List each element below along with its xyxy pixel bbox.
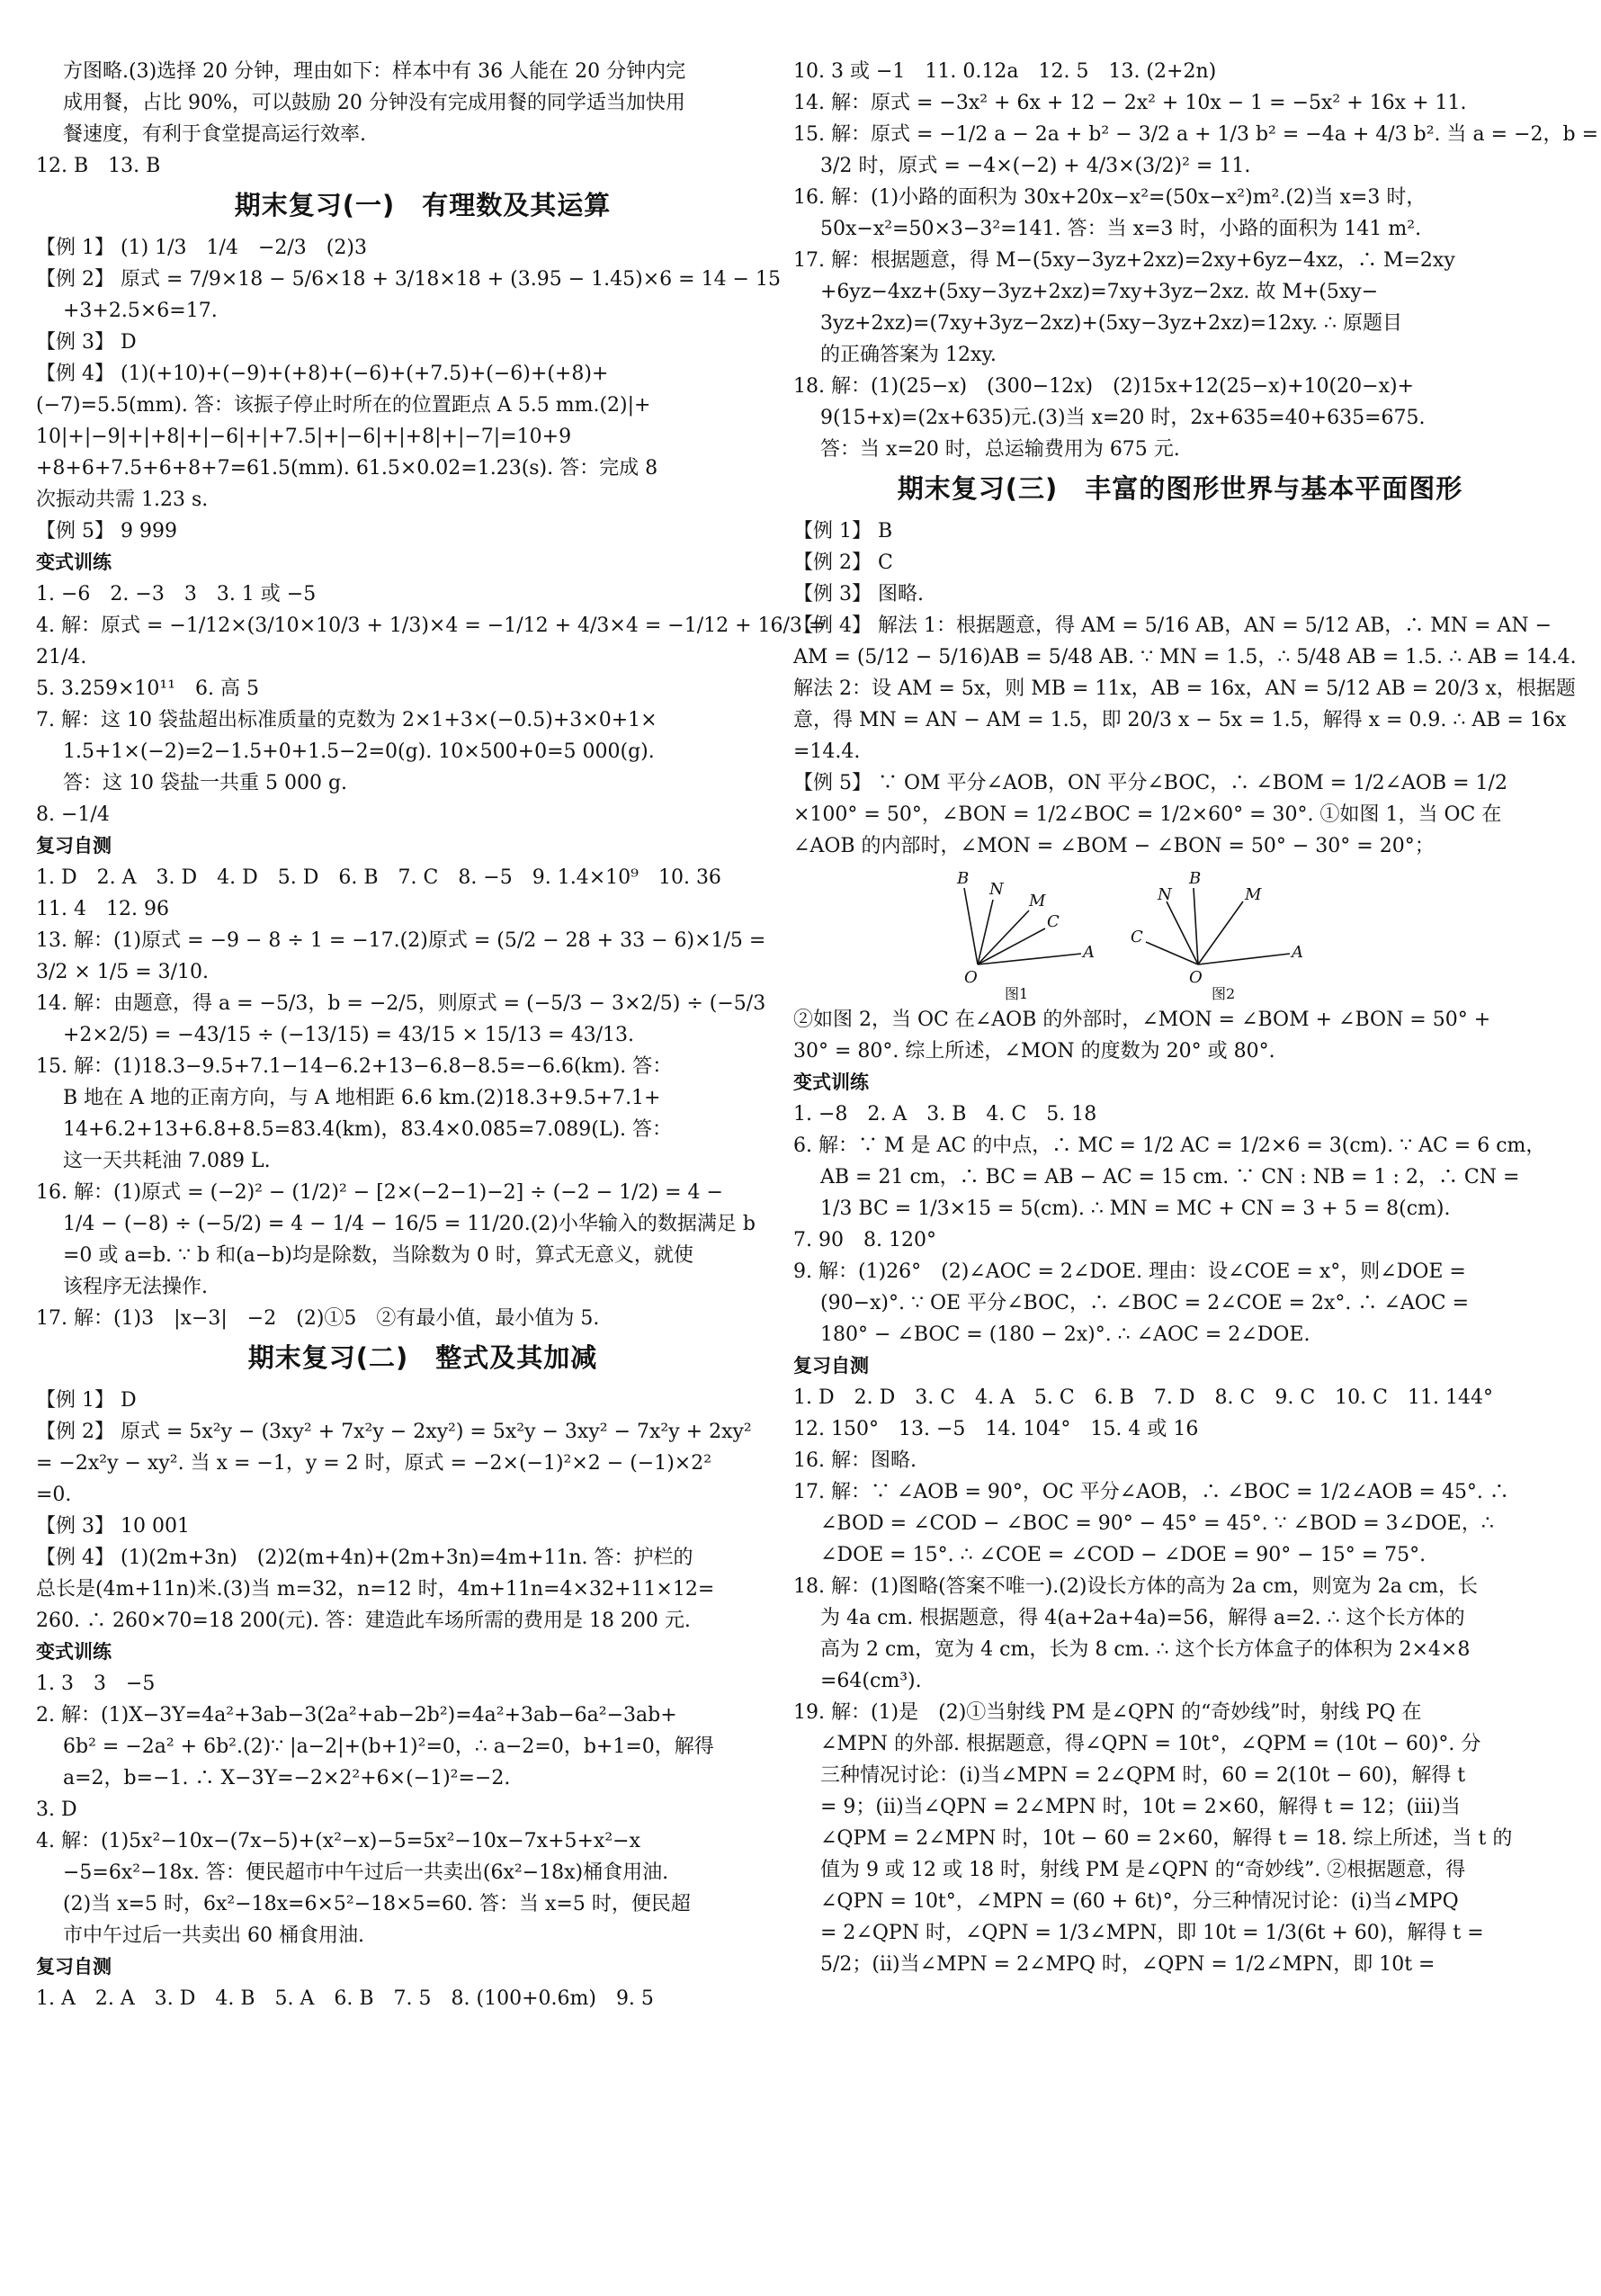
answer-line: +6yz−4xz+(5xy−3yz+2xz)=7xy+3yz−2xz. 故 M+(5xy−: [820, 281, 1379, 303]
subsection-heading: 复习自测: [36, 835, 112, 857]
right-column: [793, 56, 1599, 1980]
answer-line: 【例 1】 B: [793, 520, 893, 543]
figure-1: [956, 869, 1095, 1000]
answer-line: 餐速度，有利于食堂提高运行效率.: [63, 123, 366, 146]
answer-line: 【例 3】 图略.: [793, 583, 924, 605]
fig1-label-O: O: [964, 968, 978, 987]
answer-line: 2. 解：(1)X−3Y=4a²+3ab−3(2a²+ab−2b²)=4a²+3ab−6a²−3ab+: [36, 1704, 677, 1726]
answer-line: 16. 解：(1)原式 = (−2)² − (1/2)² − [2×(−2−1)−2] ÷ (−2 − 1/2) = 4 −: [36, 1181, 723, 1204]
answer-line: 4. 解：原式 = −1/12×(3/10×10/3 + 1/3)×4 = −1/12 + 4/3×4 = −1/12 + 16/3 =: [36, 614, 826, 637]
figure-2: [1131, 869, 1303, 1000]
subsection-heading: 变式训练: [36, 552, 112, 573]
answer-line: = 9；(ⅱ)当∠QPN = 2∠MPN 时，10t = 2×60，解得 t = 12；(ⅲ)当: [820, 1796, 1461, 1818]
angle-figures: [937, 865, 1324, 1000]
answer-line: 解法 2：设 AM = 5x，则 MB = 11x，AB = 16x，AN = 5/12 AB = 20/3 x，根据题: [793, 677, 1576, 700]
answer-line: =64(cm³).: [820, 1670, 922, 1692]
answer-line: ∠AOB 的内部时，∠MON = ∠BOM − ∠BON = 50° − 30° = 20°；: [793, 835, 1435, 857]
answer-line: ∠QPN = 10t°，∠MPN = (60 + 6t)°，分三种情况讨论：(ⅰ)当∠MPQ: [820, 1890, 1459, 1913]
answer-line: 【例 1】 D: [36, 1389, 137, 1412]
answer-line: AB = 21 cm，∴ BC = AB − AC = 15 cm. ∵ CN : NB = 1 : 2，∴ CN =: [820, 1166, 1520, 1188]
answer-line: (−7)=5.5(mm). 答：该振子停止时所在的位置距点 A 5.5 mm.(2)|+: [36, 394, 651, 417]
answer-line: B 地在 A 地的正南方向，与 A 地相距 6.6 km.(2)18.3+9.5+7.1+: [63, 1087, 661, 1109]
answer-line: ∠QPM = 2∠MPN 时，10t − 60 = 2×60，解得 t = 18. 综上所述，当 t 的: [820, 1827, 1513, 1850]
answer-line: 1. D 2. A 3. D 4. D 5. D 6. B 7. C 8. −5 9. 1.4×10⁹ 10. 36: [36, 866, 721, 889]
answer-line: 7. 解：这 10 袋盐超出标准质量的克数为 2×1+3×(−0.5)+3×0+1×: [36, 709, 657, 731]
answer-line: =14.4.: [793, 740, 861, 763]
answer-line: ∠DOE = 15°. ∴ ∠COE = ∠COD − ∠DOE = 90° − 15° = 75°.: [820, 1544, 1427, 1566]
left-column: [36, 56, 826, 2014]
answer-line: 1/4 − (−8) ÷ (−5/2) = 4 − 1/4 − 16/5 = 11/20.(2)小华输入的数据满足 b: [63, 1213, 756, 1235]
answer-line: 260. ∴ 260×70=18 200(元). 答：建造此车场所需的费用是 18 200 元.: [36, 1610, 691, 1632]
answer-line: 16. 解：图略.: [793, 1449, 917, 1472]
answer-line: 18. 解：(1)图略(答案不唯一).(2)设长方体的高为 2a cm，则宽为 2a cm，长: [793, 1575, 1479, 1598]
answer-line: 1. −8 2. A 3. B 4. C 5. 18: [793, 1103, 1097, 1126]
answer-line: +8+6+7.5+6+8+7=61.5(mm). 61.5×0.02=1.23(s). 答：完成 8: [36, 457, 658, 480]
answer-line: 13. 解：(1)原式 = −9 − 8 ÷ 1 = −17.(2)原式 = (5/2 − 28 + 33 − 6)×1/5 =: [36, 929, 766, 952]
answer-line: 次振动共需 1.23 s.: [36, 489, 209, 511]
answer-line: 17. 解：根据题意，得 M−(5xy−3yz+2xz)=2xy+6yz−4xz，∴ M=2xy: [793, 249, 1455, 272]
answer-line: 10. 3 或 −1 11. 0.12a 12. 5 13. (2+2n): [793, 60, 1217, 83]
answer-line: 11. 4 12. 96: [36, 898, 169, 920]
fig1-label-N: N: [989, 880, 1004, 899]
answer-line: 8. −1/4: [36, 803, 110, 826]
answer-line: 【例 2】 原式 = 7/9×18 − 5/6×18 + 3/18×18 + (3.95 − 1.45)×6 = 14 − 15: [36, 268, 781, 291]
answer-line: 成用餐，占比 90%，可以鼓励 20 分钟没有完成用餐的同学适当加快用: [63, 92, 685, 114]
fig1-label-A: A: [1083, 943, 1095, 962]
answer-line: 值为 9 或 12 或 18 时，射线 PM 是∠QPN 的“奇妙线”. ②根据题意，得: [820, 1859, 1466, 1881]
subsection-heading: 复习自测: [36, 1956, 112, 1978]
answer-line: 【例 5】 9 999: [36, 520, 177, 543]
answer-line: 1. −6 2. −3 3 3. 1 或 −5: [36, 583, 317, 605]
answer-line: 180° − ∠BOC = (180 − 2x)°. ∴ ∠AOC = 2∠DOE.: [820, 1323, 1310, 1346]
answer-line: 19. 解：(1)是 (2)①当射线 PM 是∠QPN 的“奇妙线”时，射线 PQ 在: [793, 1701, 1422, 1724]
section-heading: 期末复习(二) 整式及其加减: [247, 1342, 598, 1373]
answer-line: 14. 解：由题意，得 a = −5/3，b = −2/5，则原式 = (−5/3 − 3×2/5) ÷ (−5/3: [36, 992, 766, 1015]
answer-line: 1.5+1×(−2)=2−1.5+0+1.5−2=0(g). 10×500+0=5 000(g).: [63, 740, 655, 763]
subsection-heading: 变式训练: [793, 1072, 869, 1093]
fig2-label-O: O: [1189, 968, 1203, 987]
answer-line: 14. 解：原式 = −3x² + 6x + 12 − 2x² + 10x − 1 = −5x² + 16x + 11.: [793, 92, 1467, 114]
section-heading: 期末复习(一) 有理数及其运算: [234, 190, 612, 220]
answer-line: 1. A 2. A 3. D 4. B 5. A 6. B 7. 5 8. (100+0.6m) 9. 5: [36, 1987, 654, 2010]
answer-line: 9(15+x)=(2x+635)元.(3)当 x=20 时，2x+635=40+635=675.: [820, 407, 1426, 429]
answer-line: 市中午过后一共卖出 60 桶食用油.: [63, 1924, 364, 1947]
answer-line: 17. 解：(1)3 |x−3| −2 (2)①5 ②有最小值，最小值为 5.: [36, 1307, 600, 1330]
answer-line: 30° = 80°. 综上所述，∠MON 的度数为 20° 或 80°.: [793, 1040, 1275, 1063]
answer-line: 6b² = −2a² + 6b².(2)∵ |a−2|+(b+1)²=0，∴ a−2=0，b+1=0，解得: [63, 1735, 714, 1758]
answer-line: 总长是(4m+11n)米.(3)当 m=32，n=12 时，4m+11n=4×32+11×12=: [36, 1578, 715, 1601]
answer-line: ∠BOD = ∠COD − ∠BOC = 90° − 45° = 45°. ∵ ∠BOD = 3∠DOE，∴: [820, 1512, 1494, 1535]
answer-line: 15. 解：(1)18.3−9.5+7.1−14−6.2+13−6.8−8.5=−6.6(km). 答：: [36, 1055, 673, 1078]
answer-line: −5=6x²−18x. 答：便民超市中午过后一共卖出(6x²−18x)桶食用油.: [63, 1861, 669, 1884]
fig1-label-B: B: [957, 869, 970, 888]
answer-line: (2)当 x=5 时，6x²−18x=6×5²−18×5=60. 答：当 x=5 时，便民超: [63, 1893, 691, 1915]
answer-line: 10|+|−9|+|+8|+|−6|+|+7.5|+|−6|+|+8|+|−7|=10+9: [36, 426, 572, 448]
answer-line: 1. 3 3 −5: [36, 1673, 156, 1695]
answer-line: 1/3 BC = 1/3×15 = 5(cm). ∴ MN = MC + CN = 3 + 5 = 8(cm).: [820, 1197, 1451, 1220]
answer-line: 6. 解：∵ M 是 AC 的中点，∴ MC = 1/2 AC = 1/2×6 = 3(cm). ∵ AC = 6 cm，: [793, 1135, 1546, 1157]
fig2-label-N: N: [1158, 885, 1172, 904]
answer-line: 5/2；(ⅱ)当∠MPN = 2∠MPQ 时，∠QPN = 1/2∠MPN，即 10t =: [820, 1953, 1436, 1976]
answer-line: 【例 1】 (1) 1/3 1/4 −2/3 (2)3: [36, 237, 367, 259]
answer-line: +3+2.5×6=17.: [63, 300, 218, 322]
answer-line: 3yz+2xz)=(7xy+3yz−2xz)+(5xy−3yz+2xz)=12xy. ∴ 原题目: [820, 312, 1402, 335]
answer-line: ×100° = 50°，∠BON = 1/2∠BOC = 1/2×60° = 30°. ①如图 1，当 OC 在: [793, 803, 1502, 826]
answer-line: 答：这 10 袋盐一共重 5 000 g.: [63, 772, 348, 794]
answer-line: 5. 3.259×10¹¹ 6. 高 5: [36, 677, 260, 700]
answer-line: 50x−x²=50×3−3²=141. 答：当 x=3 时，小路的面积为 141 m².: [820, 218, 1422, 240]
answer-line: 1. D 2. D 3. C 4. A 5. C 6. B 7. D 8. C 9. C 10. C 11. 144°: [793, 1386, 1493, 1409]
answer-line: 15. 解：原式 = −1/2 a − 2a + b² − 3/2 a + 1/3 b² = −4a + 4/3 b². 当 a = −2，b =: [793, 123, 1599, 146]
answer-line: 【例 5】 ∵ OM 平分∠AOB，ON 平分∠BOC，∴ ∠BOM = 1/2∠AOB = 1/2: [793, 772, 1507, 794]
fig2-caption: 图2: [1212, 985, 1236, 1000]
answer-line: 三种情况讨论：(ⅰ)当∠MPN = 2∠QPM 时，60 = 2(10t − 60)，解得 t: [820, 1764, 1466, 1787]
answer-line: (90−x)°. ∵ OE 平分∠BOC，∴ ∠BOC = 2∠COE = 2x°. ∴ ∠AOC =: [820, 1292, 1470, 1314]
answer-line: 该程序无法操作.: [63, 1276, 208, 1298]
answer-line: 答：当 x=20 时，总运输费用为 675 元.: [820, 438, 1180, 461]
answer-line: = −2x²y − xy². 当 x = −1，y = 2 时，原式 = −2×(−1)²×2 − (−1)×2²: [36, 1452, 712, 1475]
answer-line: 9. 解：(1)26° (2)∠AOC = 2∠DOE. 理由：设∠COE = x°，则∠DOE =: [793, 1260, 1466, 1283]
answer-line: 7. 90 8. 120°: [793, 1229, 936, 1251]
answer-line: AM = (5/12 − 5/16)AB = 5/48 AB. ∵ MN = 1.5，∴ 5/48 AB = 1.5. ∴ AB = 14.4.: [793, 646, 1577, 668]
answer-line: 【例 3】 D: [36, 331, 137, 354]
subsection-heading: 复习自测: [793, 1355, 869, 1377]
answer-line: a=2，b=−1. ∴ X−3Y=−2×2²+6×(−1)²=−2.: [63, 1767, 511, 1789]
fig2-label-M: M: [1245, 885, 1262, 904]
fig1-label-M: M: [1029, 892, 1046, 910]
answer-line: 方图略.(3)选择 20 分钟，理由如下：样本中有 36 人能在 20 分钟内完: [63, 60, 686, 83]
answer-line: +2×2/5) = −43/15 ÷ (−13/15) = 43/15 × 15/13 = 43/13.: [63, 1024, 634, 1046]
answer-line: 意，得 MN = AN − AM = 1.5，即 20/3 x − 5x = 1.5，解得 x = 0.9. ∴ AB = 16x: [793, 709, 1567, 731]
answer-line: 这一天共耗油 7.089 L.: [63, 1150, 271, 1172]
answer-line: =0.: [36, 1484, 72, 1506]
answer-line: 17. 解：∵ ∠AOB = 90°，OC 平分∠AOB，∴ ∠BOC = 1/2∠AOB = 45°. ∴: [793, 1481, 1509, 1503]
answer-line: 高为 2 cm，宽为 4 cm，长为 8 cm. ∴ 这个长方体盒子的体积为 2×4×8: [820, 1638, 1471, 1661]
fig1-label-C: C: [1047, 912, 1060, 931]
answer-line: 18. 解：(1)(25−x) (300−12x) (2)15x+12(25−x)+10(20−x)+: [793, 375, 1414, 398]
answer-line: ②如图 2，当 OC 在∠AOB 的外部时，∠MON = ∠BOM + ∠BON = 50° +: [793, 1009, 1491, 1031]
answer-line: 【例 4】 (1)(+10)+(−9)+(+8)+(−6)+(+7.5)+(−6)+(+8)+: [36, 363, 609, 385]
answer-line: 4. 解：(1)5x²−10x−(7x−5)+(x²−x)−5=5x²−10x−7x+5+x²−x: [36, 1830, 640, 1852]
fig1-caption: 图1: [1005, 985, 1029, 1000]
fig2-label-A: A: [1292, 943, 1303, 962]
answer-line: 16. 解：(1)小路的面积为 30x+20x−x²=(50x−x²)m².(2)当 x=3 时，: [793, 186, 1427, 209]
fig2-label-B: B: [1189, 869, 1202, 888]
subsection-heading: 变式训练: [36, 1641, 112, 1663]
answer-line: 12. 150° 13. −5 14. 104° 15. 4 或 16: [793, 1418, 1199, 1440]
answer-line: 的正确答案为 12xy.: [820, 344, 997, 366]
answer-line: 12. B 13. B: [36, 155, 161, 177]
section-heading: 期末复习(三) 丰富的图形世界与基本平面图形: [897, 473, 1463, 504]
answer-line: 【例 2】 原式 = 5x²y − (3xy² + 7x²y − 2xy²) = 5x²y − 3xy² − 7x²y + 2xy²: [36, 1421, 752, 1443]
answer-line: 21/4.: [36, 646, 87, 668]
answer-line: 【例 3】 10 001: [36, 1515, 190, 1538]
answer-line: 3/2 时，原式 = −4×(−2) + 4/3×(3/2)² = 11.: [820, 155, 1251, 177]
answer-line: 为 4a cm. 根据题意，得 4(a+2a+4a)=56，解得 a=2. ∴ 这个长方体的: [820, 1607, 1465, 1629]
answer-line: 【例 4】 解法 1：根据题意，得 AM = 5/16 AB，AN = 5/12 AB，∴ MN = AN −: [793, 614, 1552, 637]
answer-line: 3. D: [36, 1798, 77, 1821]
fig2-label-C: C: [1131, 928, 1143, 946]
answer-line: 【例 2】 C: [793, 552, 893, 574]
answer-line: 3/2 × 1/5 = 3/10.: [36, 961, 210, 983]
answer-line: =0 或 a=b. ∵ b 和(a−b)均是除数，当除数为 0 时，算式无意义，就使: [63, 1244, 693, 1267]
answer-line: = 2∠QPN 时，∠QPN = 1/3∠MPN，即 10t = 1/3(6t + 60)，解得 t =: [820, 1922, 1484, 1944]
answer-line: 【例 4】 (1)(2m+3n) (2)2(m+4n)+(2m+3n)=4m+11n. 答：护栏的: [36, 1547, 693, 1569]
answer-line: 14+6.2+13+6.8+8.5=83.4(km)，83.4×0.085=7.089(L). 答：: [63, 1118, 673, 1141]
answer-line: ∠MPN 的外部. 根据题意，得∠QPN = 10t°，∠QPM = (10t − 60)°. 分: [820, 1733, 1481, 1755]
